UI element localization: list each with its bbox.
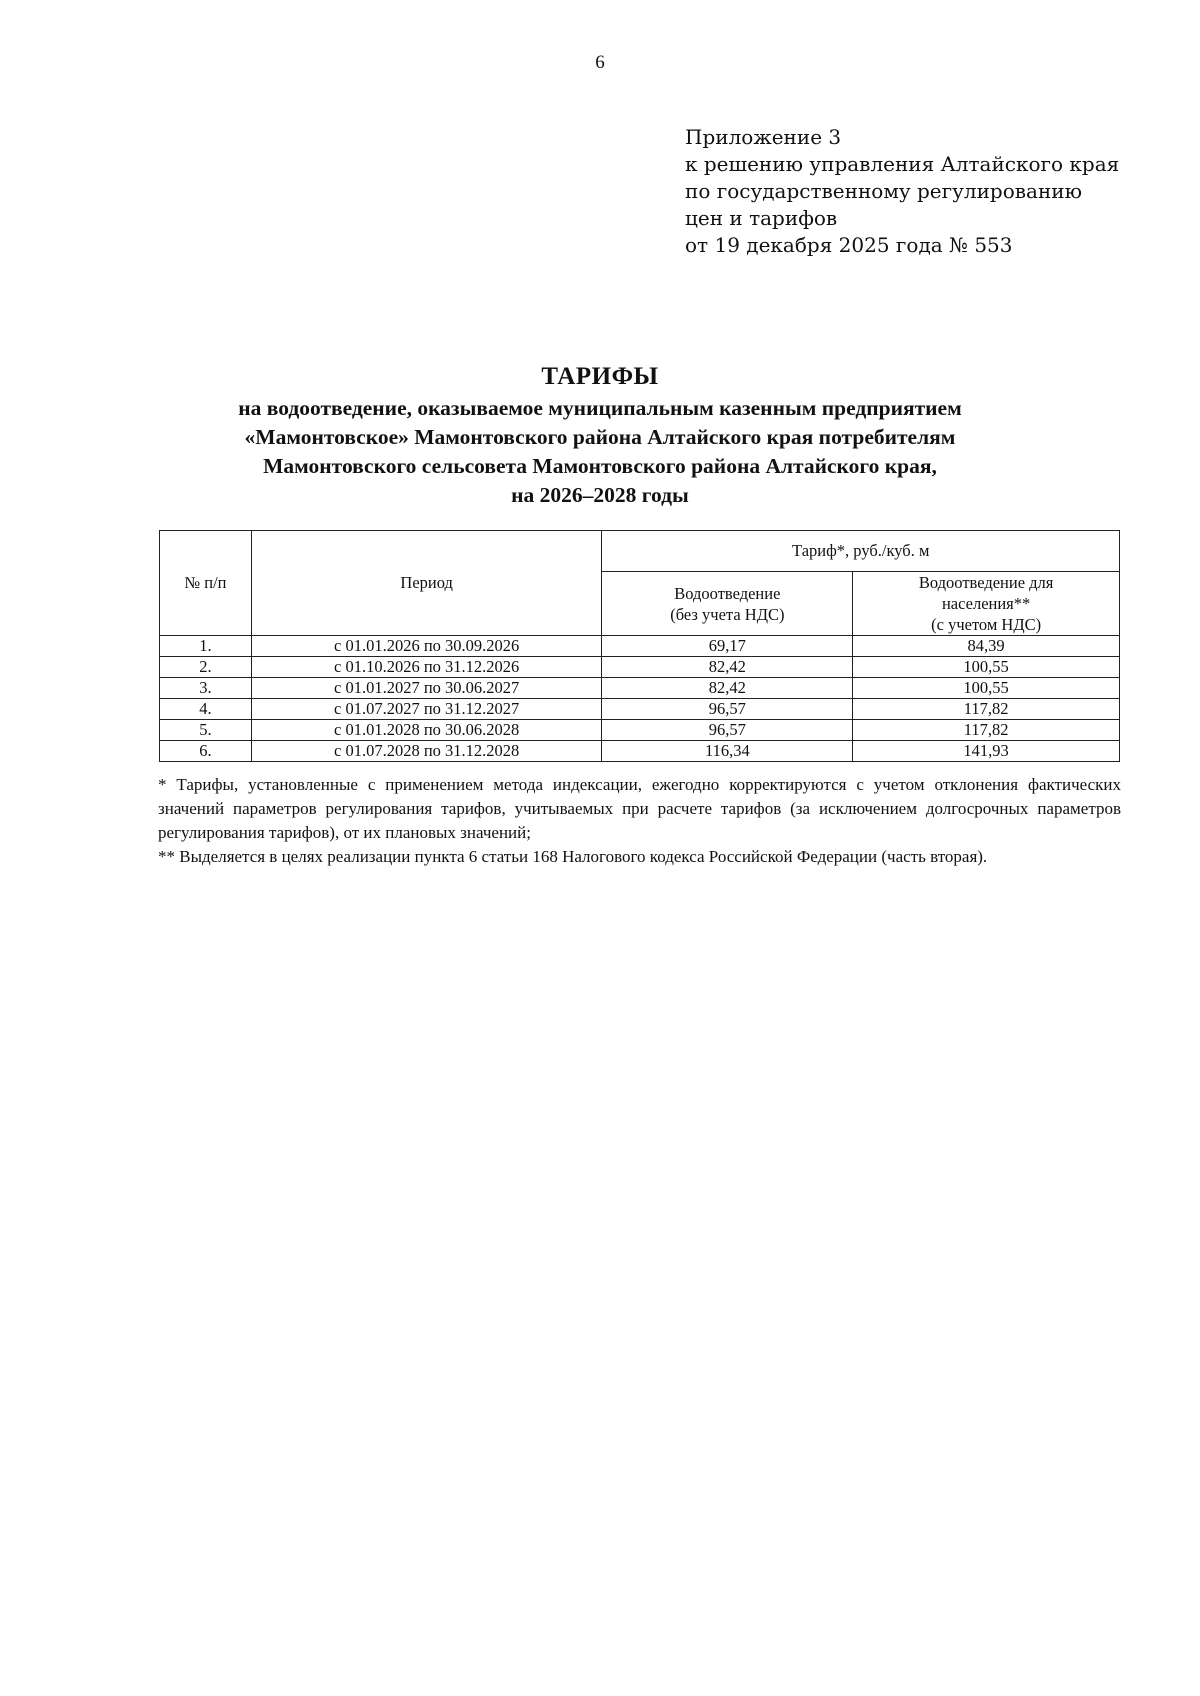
header-no-vat-line: Водоотведение — [674, 583, 781, 603]
appendix-line: Приложение 3 — [685, 125, 842, 149]
appendix-line: цен и тарифов — [685, 206, 838, 230]
table-row — [160, 720, 1120, 741]
header-period: Период — [251, 531, 602, 636]
appendix-block — [685, 124, 1119, 259]
cell-no-vat: 96,57 — [602, 699, 853, 720]
table-row — [160, 699, 1120, 720]
header-number: № п/п — [160, 531, 252, 636]
cell-number: 1. — [160, 636, 252, 657]
footnote-2: ** Выделяется в целях реализации пункта 6 статьи 168 Налогового кодекса Российской Федерации (часть вторая). — [158, 847, 988, 866]
cell-population: 100,55 — [853, 678, 1120, 699]
header-population — [853, 572, 1120, 636]
header-no-vat-line: (без учета НДС) — [670, 604, 785, 624]
header-population-line: населения** — [941, 594, 1031, 613]
table-row — [160, 678, 1120, 699]
table-row — [160, 636, 1120, 657]
cell-period: с 01.01.2027 по 30.06.2027 — [251, 678, 602, 699]
subtitle-line: на 2026–2028 годы — [511, 483, 689, 507]
footnote-1: * Тарифы, установленные с применением метода индексации, ежегодно корректируются с учетом отклонения фактических значений параметров регулирования тарифов, учитываемых при расчете тарифов (за исключением долгосрочных параметров регулирования тарифов), от их плановых значений; — [158, 775, 1121, 842]
appendix-line: к решению управления Алтайского края — [685, 152, 1120, 176]
subtitle-line: Мамонтовского сельсовета Мамонтовского района Алтайского края, — [263, 454, 937, 478]
main-title: ТАРИФЫ — [541, 363, 659, 390]
cell-period: с 01.01.2026 по 30.09.2026 — [251, 636, 602, 657]
cell-population: 100,55 — [853, 657, 1120, 678]
cell-population: 117,82 — [853, 699, 1120, 720]
cell-population: 141,93 — [853, 741, 1120, 762]
cell-number: 3. — [160, 678, 252, 699]
cell-period: с 01.07.2027 по 31.12.2027 — [251, 699, 602, 720]
cell-number: 6. — [160, 741, 252, 762]
document-title — [150, 360, 1050, 510]
cell-no-vat: 82,42 — [602, 678, 853, 699]
table-row — [160, 741, 1120, 762]
header-no-vat — [602, 572, 853, 636]
appendix-line: по государственному регулированию — [685, 179, 1083, 203]
cell-number: 5. — [160, 720, 252, 741]
table-row — [160, 657, 1120, 678]
cell-no-vat: 116,34 — [602, 741, 853, 762]
subtitle-line: «Мамонтовское» Мамонтовского района Алтайского края потребителям — [244, 425, 956, 449]
cell-period: с 01.01.2028 по 30.06.2028 — [251, 720, 602, 741]
tariff-table — [159, 530, 1120, 762]
cell-no-vat: 69,17 — [602, 636, 853, 657]
cell-no-vat: 96,57 — [602, 720, 853, 741]
cell-period: с 01.07.2028 по 31.12.2028 — [251, 741, 602, 762]
cell-number: 2. — [160, 657, 252, 678]
header-tariff-group: Тариф*, руб./куб. м — [602, 531, 1120, 572]
subtitle-line: на водоотведение, оказываемое муниципальным казенным предприятием — [238, 396, 962, 420]
cell-population: 84,39 — [853, 636, 1120, 657]
appendix-line: от 19 декабря 2025 года № 553 — [685, 233, 1013, 257]
footnotes — [158, 773, 1121, 869]
page-number: 6 — [595, 52, 605, 73]
cell-number: 4. — [160, 699, 252, 720]
cell-population: 117,82 — [853, 720, 1120, 741]
header-population-line: (с учетом НДС) — [931, 615, 1042, 634]
header-population-line: Водоотведение для — [918, 573, 1054, 592]
cell-period: с 01.10.2026 по 31.12.2026 — [251, 657, 602, 678]
cell-no-vat: 82,42 — [602, 657, 853, 678]
